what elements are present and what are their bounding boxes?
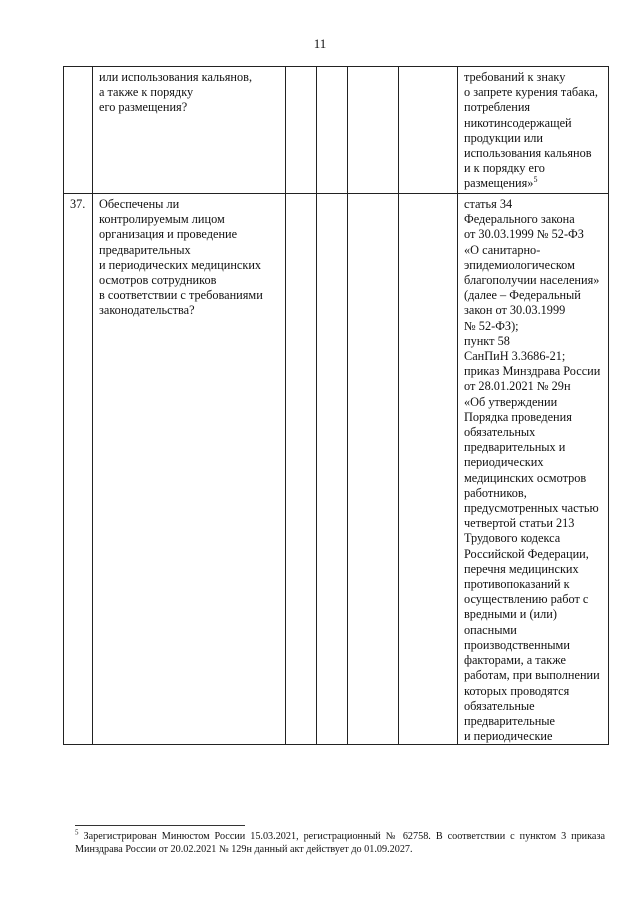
answer-not-applicable-cell [348,67,399,194]
row-number-cell [64,67,93,194]
row-number-cell [64,194,93,745]
row-number [64,67,92,70]
footnote-mark: 5 [533,175,538,185]
reference-text: требований к знаку о запрете курения табака, потребления никотинсодержащей продукции или использования кальянов и к порядку его размещения» [464,70,598,191]
question-cell [93,194,286,745]
note-cell [399,67,458,194]
answer-not-applicable-cell [348,194,399,745]
note-cell [399,194,458,745]
footnote-number: 5 [75,828,79,837]
footnote-text: Зарегистрирован Минюстом России 15.03.2021, регистрационный № 62758. В соответствии с пунктом 3 приказа Минздрава России от 20.02.2021 № 129н данный акт действует до 01.09.2027. [75,831,606,855]
answer-yes-cell [286,194,317,745]
question-text: Обеспечены ли контролируемым лицом организация и проведение предварительных и периодических медицинских осмотров сотрудников в соответствии с требованиями законодательства? [99,197,263,318]
row-number: 37. [70,197,86,211]
answer-no-cell [317,194,348,745]
table-row [64,194,609,745]
question-cell [93,67,286,194]
page-number: 11 [313,36,327,51]
reference-cell [458,67,609,194]
checklist-table [63,66,609,745]
footnote [75,830,605,856]
table-row [64,67,609,194]
answer-no-cell [317,67,348,194]
footnote-divider [75,825,245,826]
reference-cell [458,194,609,745]
answer-yes-cell [286,67,317,194]
reference-text: статья 34 Федерального закона от 30.03.1999 № 52-ФЗ «О санитарно- эпидемиологическом благополучии населения» (далее – Федеральный закон от 30.03.1999 № 52-ФЗ); пункт 58 СанПиН 3.3686-21; приказ Минздрава России от 28.01.2021 № 29н «Об утверждении Порядка проведения обязательных предварительных и периодических медицинских осмотров работников, предусмотренных частью четвертой статьи 213 Трудового кодекса Российской Федерации, перечня медицинских противопоказаний к осуществлению работ с вредными и (или) опасными производственными факторами, а также работам, при выполнении которых проводятся обязательные предварительные и периодические [464,197,601,744]
question-text: или использования кальянов, а также к порядку его размещения? [99,70,253,115]
